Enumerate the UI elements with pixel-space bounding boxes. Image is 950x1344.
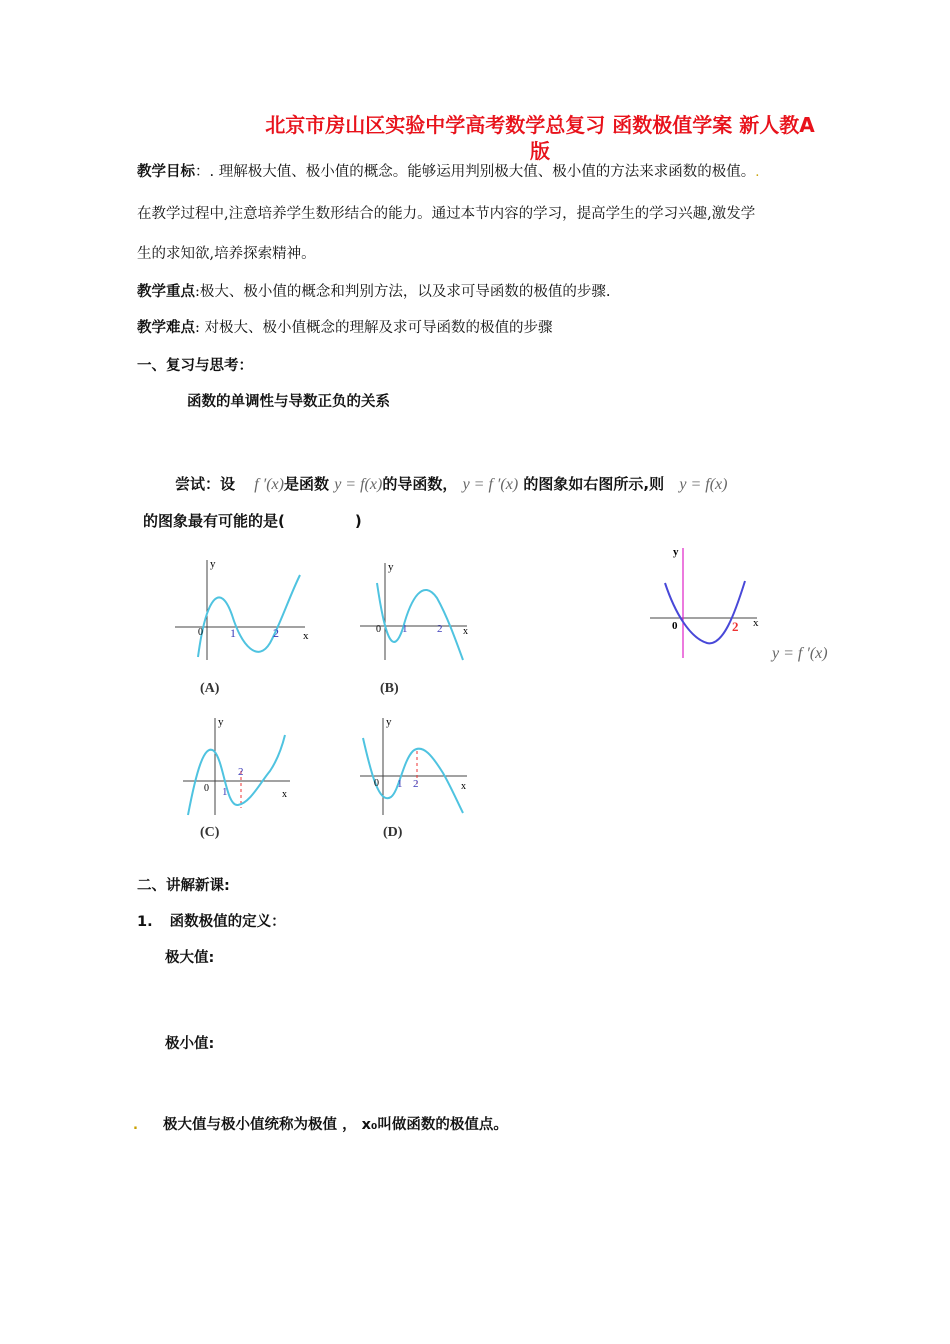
goals-label: 教学目标 (137, 164, 195, 180)
attempt-text-1: 尝试：设 (175, 475, 236, 493)
graph-d-caption: (D) (383, 825, 403, 840)
tick-2-label: 2 (413, 778, 419, 790)
goals-line-2: 在教学过程中,注意培养学生数形结合的能力。通过本节内容的学习，提高学生的学习兴趣,激发学 (137, 206, 756, 222)
max-label: 极大值: (165, 950, 215, 966)
axis-x-label: x (303, 630, 309, 642)
document-title (150, 112, 930, 164)
axis-y-label: y (210, 558, 216, 570)
section2-heading: 二、讲解新课: (137, 878, 230, 894)
axis-x-label: x (463, 626, 468, 637)
goals-text-1: ：. 理解极大值、极小值的概念。能够运用判别极大值、极小值的方法来求函数的极值。 (195, 164, 756, 180)
attempt-formula-1: f ′(x) (254, 476, 284, 493)
graph-a (170, 555, 320, 665)
tick-1-label: 1 (402, 623, 408, 635)
axis-x-label: x (461, 781, 466, 792)
attempt-text-3: 的导函数， (382, 475, 458, 493)
goals-line-3: 生的求知欲,培养探索精神。 (137, 246, 316, 262)
graph-a-caption: (A) (200, 681, 220, 696)
attempt-text-5: 的图象最有可能的是( (143, 512, 285, 530)
attempt-line-2 (143, 510, 362, 531)
axis-x-label: x (282, 789, 287, 800)
definition-number: 1. (137, 914, 153, 930)
title-line-2: 版 (530, 139, 550, 163)
axis-x-label: x (753, 617, 759, 629)
section1-subheading: 函数的单调性与导数正负的关系 (187, 394, 390, 410)
attempt-text-4: 的图象如右图所示,则 (523, 475, 665, 493)
derivative-graph-label: y = f ′(x) (772, 645, 828, 662)
keypoints-text: :极大、极小值的概念和判别方法，以及求可导函数的极值的步骤. (195, 284, 611, 300)
decorative-dot: . (133, 1118, 138, 1133)
axis-y-label: y (673, 546, 679, 558)
attempt-formula-2: y = f(x) (334, 476, 383, 493)
attempt-text-2: 是函数 (283, 475, 329, 493)
axis-y-label: y (218, 716, 224, 728)
origin-label: 0 (374, 778, 379, 789)
origin-label: 0 (376, 624, 381, 635)
attempt-formula-3: y = f ′(x) (462, 476, 519, 493)
axis-y-label: y (386, 716, 392, 728)
graph-c (178, 713, 298, 823)
origin-label: 0 (204, 783, 209, 794)
difficulty-label: 教学难点 (137, 320, 195, 336)
tick-2-label: 2 (238, 766, 244, 778)
decorative-dot: . (755, 165, 760, 180)
origin-label: 0 (198, 627, 203, 638)
tick-2-label: 2 (437, 623, 443, 635)
tick-1-label: 1 (222, 786, 228, 798)
keypoints-line (137, 282, 611, 302)
goals-line-1 (137, 162, 759, 183)
tick-1-label: 1 (397, 778, 403, 790)
min-label: 极小值: (165, 1036, 215, 1052)
attempt-text-6: ) (354, 512, 362, 530)
tick-1-label: 1 (230, 626, 236, 640)
graph-b-caption: (B) (380, 681, 399, 696)
graph-c-caption: (C) (200, 825, 220, 840)
tick-2-label: 2 (732, 619, 739, 634)
definition-item (137, 910, 286, 931)
axis-y-label: y (388, 561, 394, 573)
graph-b (355, 558, 475, 668)
keypoints-label: 教学重点 (137, 284, 195, 300)
graph-d (355, 713, 475, 823)
difficulty-line (137, 318, 553, 338)
definition-text: 函数极值的定义： (169, 914, 286, 930)
summary-text: 极大值与极小值统称为极值 ， x₀叫做函数的极值点。 (163, 1117, 508, 1133)
section1-heading: 一、复习与思考： (137, 358, 253, 374)
extremum-summary (133, 1113, 508, 1134)
attempt-formula-4: y = f(x) (679, 476, 728, 493)
title-line-1: 北京市房山区实验中学高考数学总复习 函数极值学案 新人教A (265, 113, 815, 137)
derivative-graph (645, 543, 765, 663)
attempt-line-1 (175, 473, 727, 494)
difficulty-text: : 对极大、极小值概念的理解及求可导函数的极值的步骤 (195, 320, 553, 336)
origin-label: 0 (672, 620, 678, 632)
tick-2-label: 2 (273, 626, 279, 640)
